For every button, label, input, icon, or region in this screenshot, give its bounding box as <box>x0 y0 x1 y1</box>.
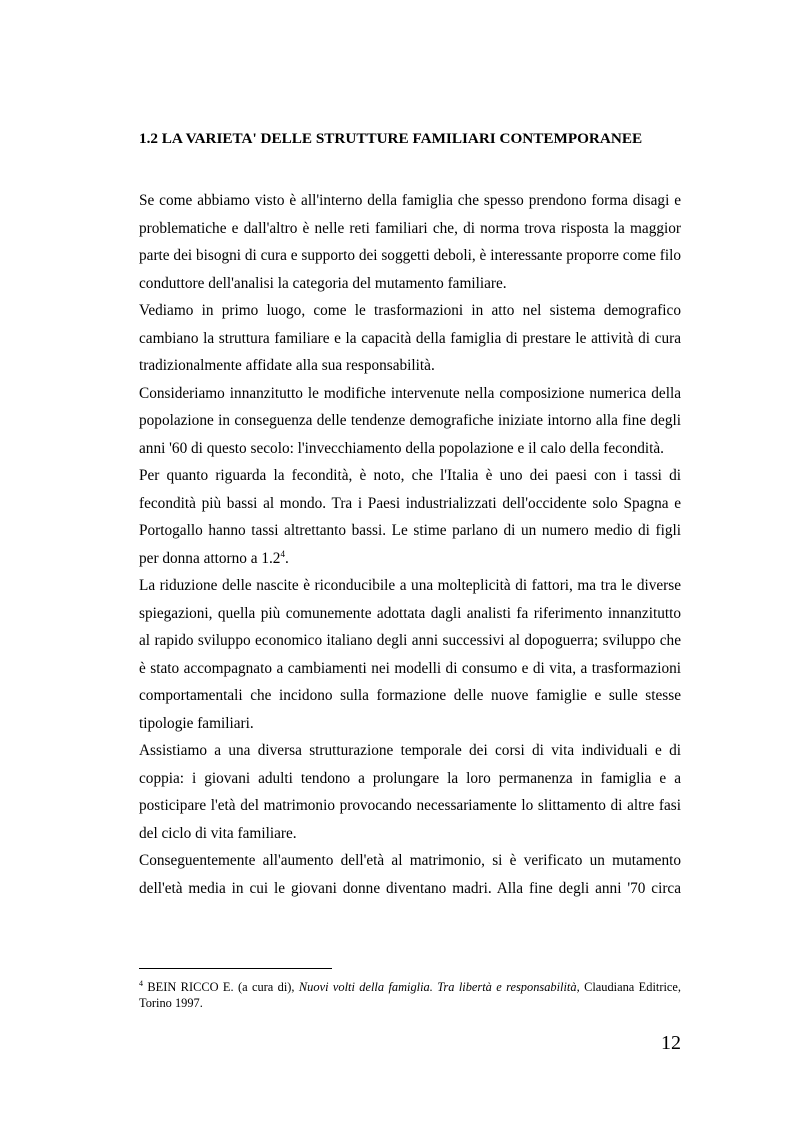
paragraph-1: Se come abbiamo visto è all'interno della famiglia che spesso prendono forma disagi e problematiche e dall'altro è nelle reti familiari che, di norma trova risposta la maggior parte dei bisogni di cura e supporto dei soggetti deboli, è interessante proporre come filo conduttore dell'analisi la categoria del mutamento familiare. <box>139 192 681 292</box>
paragraph-5: La riduzione delle nascite è riconducibile a una molteplicità di fattori, ma tra le diverse spiegazioni, quella più comunemente adottata dagli analisti fa riferimento innanzitutto al rapido sviluppo economico italiano degli anni successivi al dopoguerra; sviluppo che è stato accompagnato a cambiamenti nei modelli di consumo e di vita, a trasformazioni comportamentali che incidono sulla formazione delle nuove famiglie e sulle stesse tipologie familiari. <box>139 577 681 732</box>
footnote-separator <box>139 968 332 969</box>
paragraph-4-end: . <box>284 549 289 567</box>
footnote-number: 4 <box>139 978 143 988</box>
paragraph-6: Assistiamo a una diversa strutturazione temporale dei corsi di vita individuali e di coppia: i giovani adulti tendono a prolungare la loro permanenza in famiglia e a posticipare l'età del matrimonio provocando necessariamente lo slittamento di altre fasi del ciclo di vita familiare. <box>139 742 681 842</box>
footnote-title: Nuovi volti della famiglia. Tra libertà e responsabilità, <box>298 980 580 994</box>
page-number: 12 <box>661 1032 681 1054</box>
paragraph-2: Vediamo in primo luogo, come le trasformazioni in atto nel sistema demografico cambiano la struttura familiare e la capacità della famiglia di prestare le attività di cura tradizionalmente affidate alla sua responsabilità. <box>139 302 681 374</box>
footnote-publisher: Claudiana Editrice, Torino 1997. <box>139 980 681 1010</box>
body-text <box>139 187 681 902</box>
footnote-author: BEIN RICCO E. (a cura di), <box>147 980 295 994</box>
footnote <box>139 979 681 1011</box>
section-heading: 1.2 LA VARIETA' DELLE STRUTTURE FAMILIARI CONTEMPORANEE <box>139 130 643 147</box>
paragraph-4 <box>139 462 681 572</box>
paragraph-3: Consideriamo innanzitutto le modifiche intervenute nella composizione numerica della popolazione in conseguenza delle tendenze demografiche iniziate intorno alla fine degli anni '60 di questo secolo: l'invecchiamento della popolazione e il calo della fecondità. <box>139 384 681 457</box>
footnote-reference: 4 <box>280 548 285 559</box>
paragraph-7: Conseguentemente all'aumento dell'età al matrimonio, si è verificato un mutamento dell'età media in cui le giovani donne diventano madri. Alla fine degli anni '70 circa <box>139 852 681 897</box>
paragraph-4-text: Per quanto riguarda la fecondità, è noto, che l'Italia è uno dei paesi con i tassi di fecondità più bassi al mondo. Tra i Paesi industrializzati dell'occidente solo Spagna e Portogallo hanno tassi altrettanto bassi. Le stime parlano di un numero medio di figli per donna attorno a 1.2 <box>139 467 681 567</box>
